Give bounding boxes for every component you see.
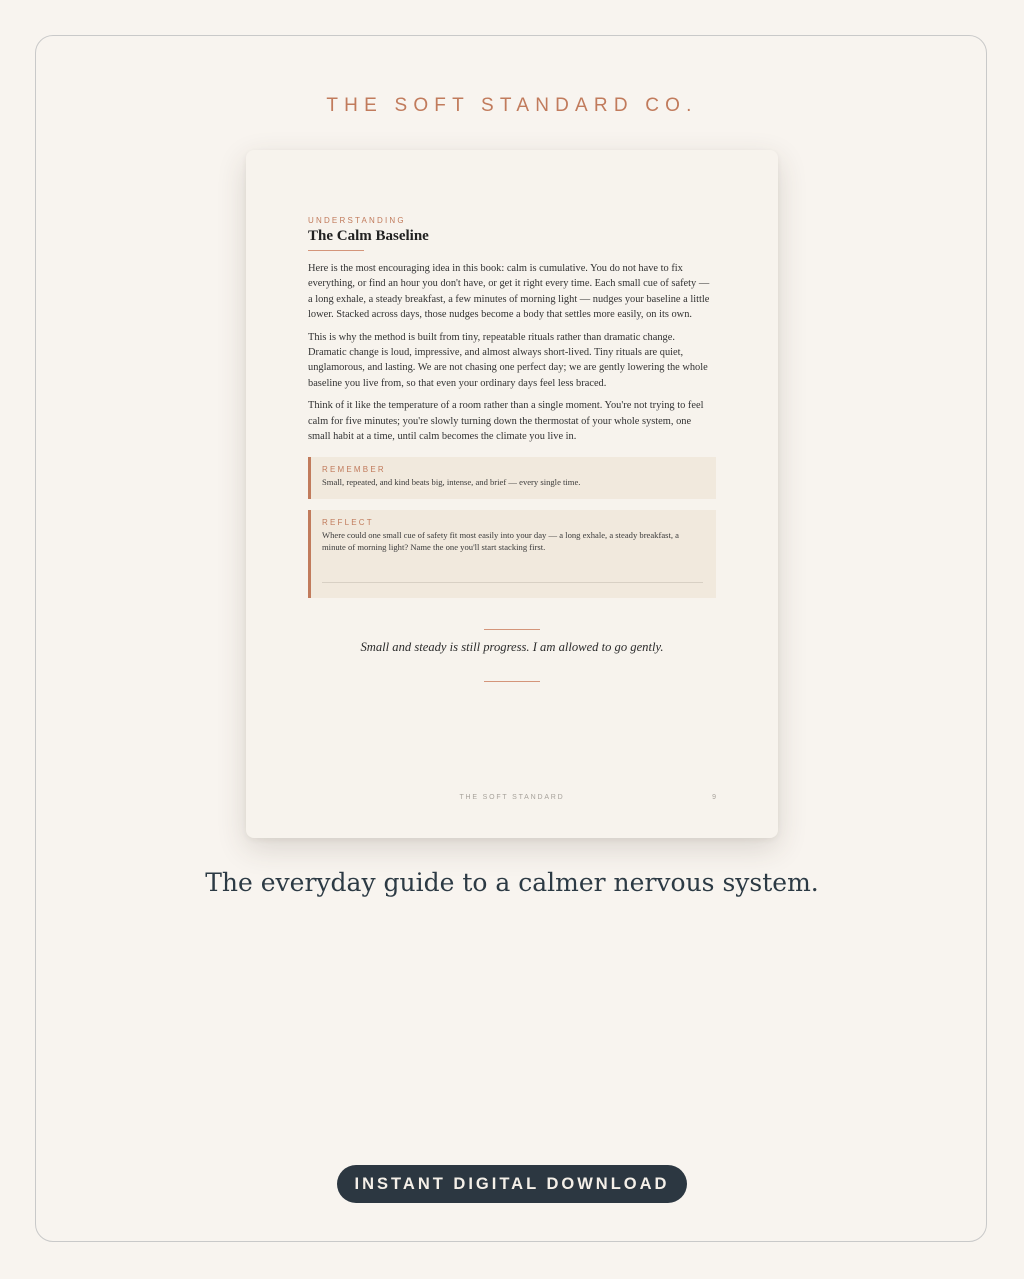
quote-divider-top	[484, 629, 540, 630]
body-paragraph: This is why the method is built from tiny, repeatable rituals rather than dramatic change. Dramatic change is loud, impressive, and almost always short-lived. Tiny rituals are quiet, unglamorous, and lasting. We are not chasing one perfect day; we are gently lowering the whole baseline you live from, so that even your ordinary days feel less braced.	[308, 331, 708, 389]
title-divider	[308, 250, 364, 251]
chapter-title: The Calm Baseline	[308, 228, 429, 244]
remember-text: Small, repeated, and kind beats big, intense, and brief — every single time.	[322, 477, 581, 488]
product-tagline: The everyday guide to a calmer nervous system.	[205, 868, 819, 897]
book-page-preview	[246, 150, 778, 838]
reflect-text: Where could one small cue of safety fit most easily into your day — a long exhale, a steady breakfast, a minute of morning light? Name the one you'll start stacking first.	[322, 529, 679, 553]
body-paragraph: Think of it like the temperature of a room rather than a single moment. You're not trying to feel calm for five minutes; you're slowly turning down the thermostat of your whole system, one small habit at a time, until calm becomes the climate you live in.	[308, 400, 704, 443]
affirmation-block	[308, 629, 716, 682]
instant-download-button[interactable]: INSTANT DIGITAL DOWNLOAD	[337, 1165, 687, 1203]
page-number: 9	[712, 794, 716, 801]
footer-brand: THE SOFT STANDARD	[459, 794, 565, 801]
remember-label: REMEMBER	[322, 465, 386, 475]
reflect-callout	[308, 510, 716, 598]
remember-callout	[308, 457, 716, 498]
body-paragraph: Here is the most encouraging idea in this book: calm is cumulative. You do not have to fix everything, or find an hour you don't have, or get it right every time. Each small cue of safety — a long exhale, a steady breakfast, a few minutes of morning light — nudges your baseline a little lower. Stacked across days, those nudges become a body that settles more easily, on its own.	[308, 263, 710, 321]
chapter-eyebrow: UNDERSTANDING	[308, 216, 406, 225]
affirmation-quote: Small and steady is still progress. I am allowed to go gently.	[360, 639, 664, 654]
quote-divider-bottom	[484, 681, 540, 682]
reflect-writing-line	[322, 582, 703, 583]
reflect-label: REFLECT	[322, 517, 374, 527]
brand-name: THE SOFT STANDARD CO.	[326, 95, 698, 116]
page-footer	[308, 794, 716, 806]
